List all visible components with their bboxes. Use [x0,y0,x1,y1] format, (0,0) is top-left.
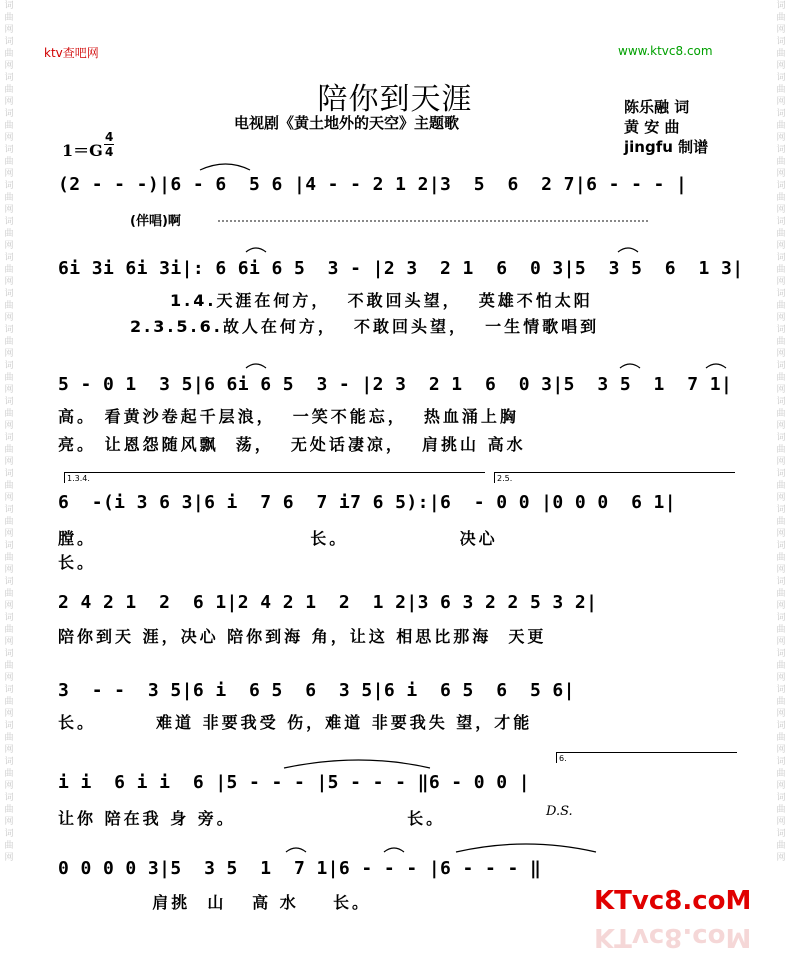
lyrics-line-8: 肩挑 山 高 水 长。 [58,893,371,912]
side-watermark-left: 词曲网词曲网词曲网词曲网词曲网词曲网词曲网词曲网词曲网词曲网词曲网词曲网词曲网词曲网词曲网词曲网词曲网词曲网词曲网词曲网词曲网词曲网词曲网词曲网 [4,1,14,863]
lyrics-line-2b: 2.3.5.6.故人在何方， 不敢回头望， 一生情歌唱到 [130,317,600,336]
tie-arc [200,164,250,170]
notes-line-7: i i 6 i i 6 |5 - - - |5 - - - ‖6 - 0 0 | [58,772,530,793]
site-logo-reflection: KTvc8.coM [594,922,752,952]
time-signature-bottom: 4 [105,145,114,159]
lyrics-line-7: 让你 陪在我 身 旁。 长。 [58,809,446,828]
tie-arc [620,364,640,368]
notes-line-1: (2 - - -)|6 - 6 5 6 |4 - - 2 1 2|3 5 6 2 7|6 - - - | [58,174,688,195]
notes-line-8: 0 0 0 0 3|5 3 5 1 7 1|6 - - - |6 - - - ‖ [58,858,542,879]
time-signature-top: 4 [105,130,114,144]
arranger-credit: jingfu 制谱 [624,138,709,156]
dal-segno-mark: D.S. [546,804,573,819]
volta-bracket-2 [494,472,735,483]
tie-arc [246,364,266,368]
notes-line-3: 5 - 0 1 3 5|6 6i 6 5 3 - |2 3 2 1 6 0 3|5 3 5 1 7 1| [58,374,733,395]
notes-line-2: 6i 3i 6i 3i|: 6 6i 6 5 3 - |2 3 2 1 6 0 3|5 3 5 6 1 3| [58,258,744,279]
tie-arc [284,760,430,768]
site-name-left: ktv查吧网 [44,46,99,60]
notes-line-6: 3 - - 3 5|6 i 6 5 6 3 5|6 i 6 5 6 5 6| [58,680,575,701]
tie-arc [706,364,726,368]
volta-bracket-1 [64,472,485,483]
song-title: 陪你到天涯 [317,82,473,117]
lyricist-credit: 陈乐融 词 [624,98,690,116]
tie-arc [286,848,306,852]
tie-arc [456,844,596,852]
notes-line-4: 6 -(i 3 6 3|6 i 7 6 7 i7 6 5):|6 - 0 0 |0 0 0 6 1| [58,492,677,513]
tie-arc [618,248,638,252]
time-signature [104,130,114,159]
volta-label-1: 1.3.4. [67,474,90,483]
composer-credit: 黄 安 曲 [624,118,680,136]
site-logo: KTvc8.coM [594,886,752,916]
harmony-vocal-note: (伴唱)啊 [130,214,181,229]
song-subtitle: 电视剧《黄土地外的天空》主题歌 [234,114,460,132]
lyrics-line-6: 长。 难道 非要我受 伤，难道 非要我失 望，才能 [58,713,533,732]
volta-bracket-3 [556,752,737,763]
tie-arc [384,848,404,852]
tie-arc [246,248,266,252]
lyrics-line-5: 陪你到天 涯，决心 陪你到海 角，让这 相思比那海 天更 [58,627,547,646]
side-watermark-right: 词曲网词曲网词曲网词曲网词曲网词曲网词曲网词曲网词曲网词曲网词曲网词曲网词曲网词曲网词曲网词曲网词曲网词曲网词曲网词曲网词曲网词曲网词曲网词曲网 [776,1,786,863]
volta-label-3: 6. [559,754,567,763]
lyrics-line-3a: 高。 看黄沙卷起千层浪， 一笑不能忘， 热血涌上胸 [58,407,519,426]
lyrics-line-2a: 1.4.天涯在何方， 不敢回头望， 英雄不怕太阳 [170,291,593,310]
volta-label-2: 2.5. [497,474,513,483]
site-url-right: www.ktvc8.com [618,44,713,58]
key-signature: 1＝G [62,141,103,160]
lyrics-line-4a: 膛。 长。 决心 [58,529,498,548]
notes-line-5: 2 4 2 1 2 6 1|2 4 2 1 2 1 2|3 6 3 2 2 5 3 2| [58,592,598,613]
sustain-dotted-line [218,220,648,222]
lyrics-line-3b: 亮。 让恩怨随风飘 荡， 无处话凄凉， 肩挑山 高水 [58,435,526,454]
lyrics-line-4b: 长。 [58,553,97,572]
